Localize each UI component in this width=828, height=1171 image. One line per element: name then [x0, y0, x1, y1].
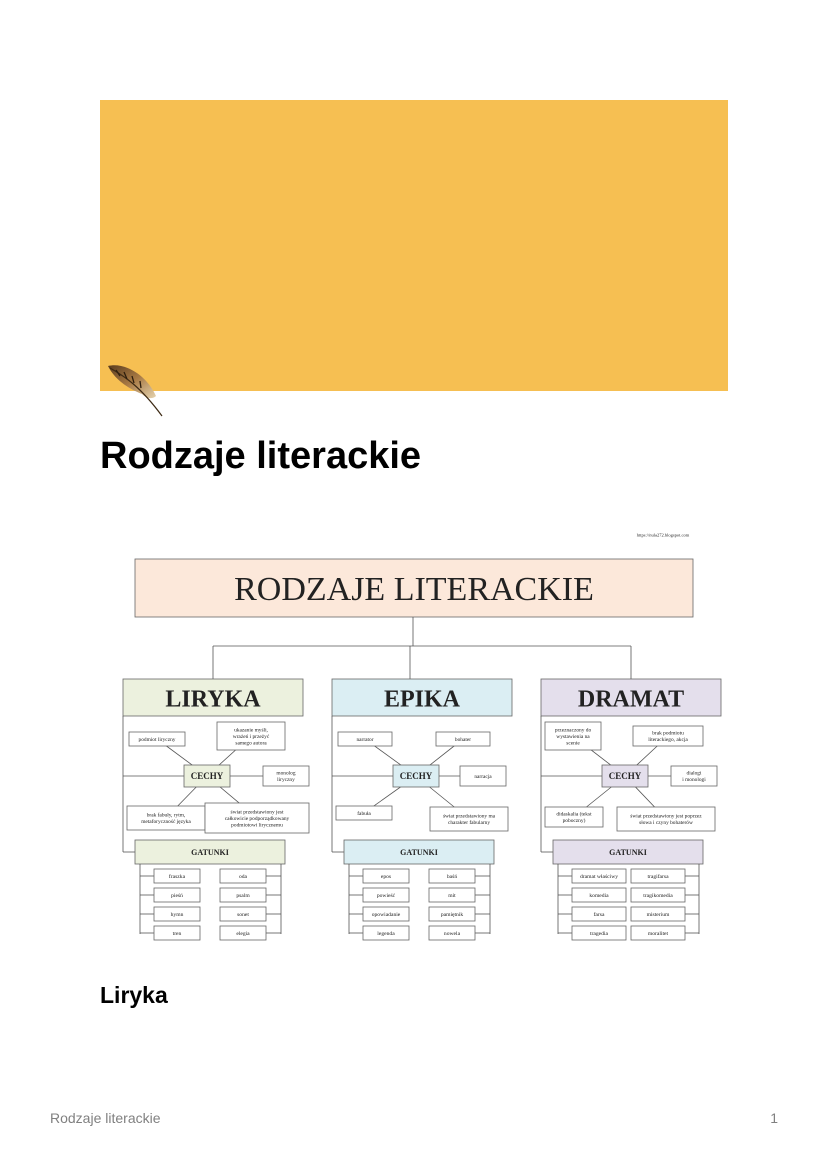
genre-item: mit: [448, 892, 456, 899]
section-heading: Liryka: [100, 982, 168, 1008]
genres-label: GATUNKI: [191, 847, 229, 857]
genre-heading: DRAMAT: [577, 686, 685, 713]
genre-item: legenda: [377, 930, 395, 937]
genre-item: powieść: [376, 892, 396, 899]
genre-item: sonet: [237, 911, 249, 918]
feature-text: brak fabuły, rytm, metaforyczność języka: [141, 812, 191, 826]
feature-text: podmiot liryczny: [138, 736, 176, 743]
feature-text: świat przedstawiony jest całkowicie podporządkowany podmiotowi lirycznemu: [224, 809, 290, 829]
genre-item: baśń: [446, 873, 458, 880]
feature-text: świat przedstawiony ma charakter fabularny: [442, 813, 496, 827]
genre-item: tragedia: [589, 930, 609, 937]
genre-item: nowela: [443, 930, 461, 937]
feather-icon: [102, 360, 170, 422]
genre-item: fraszka: [168, 873, 186, 880]
footer-title: Rodzaje literackie: [50, 1110, 161, 1126]
genre-item: hymn: [170, 911, 184, 918]
page-number: 1: [770, 1110, 778, 1126]
features-label: CECHY: [399, 771, 433, 782]
features-label: CECHY: [190, 771, 224, 782]
feature-text: narracja: [474, 773, 492, 780]
literary-genres-diagram: [110, 526, 730, 946]
genre-item: tragikomedia: [643, 892, 673, 899]
genre-heading: EPIKA: [383, 686, 461, 713]
feature-text: dialogi i monologi: [682, 770, 706, 784]
genres-label: GATUNKI: [400, 847, 438, 857]
genre-item: pamiętnik: [440, 911, 464, 918]
feature-text: monolog liryczny: [276, 770, 296, 784]
source-url: https://nula272.blogspot.com: [636, 532, 690, 538]
diagram-title: RODZAJE LITERACKIE: [234, 570, 594, 608]
genre-item: psalm: [236, 892, 250, 899]
genre-item: tragifarsa: [647, 873, 669, 880]
genre-item: opowiadanie: [371, 911, 401, 918]
page-title: Rodzaje literackie: [100, 435, 422, 477]
genre-item: tren: [172, 930, 182, 937]
genre-item: farsa: [593, 911, 605, 918]
feature-text: przeznaczony do wystawienia na scenie: [554, 727, 592, 747]
feature-text: narrator: [356, 736, 374, 743]
genre-item: epos: [380, 873, 392, 880]
genre-item: misterium: [646, 911, 670, 918]
genre-item: komedia: [589, 892, 609, 899]
features-label: CECHY: [608, 771, 642, 782]
feature-text: ukazanie myśli, wrażeń i przeżyć samego autora: [232, 727, 270, 747]
header-banner: [100, 100, 728, 391]
genre-item: oda: [238, 873, 248, 880]
genre-item: moralitet: [647, 930, 669, 937]
feature-text: didaskalia (tekst poboczny): [556, 811, 592, 825]
genre-heading: LIRYKA: [165, 686, 261, 713]
feature-text: bohater: [454, 736, 472, 743]
genres-label: GATUNKI: [609, 847, 647, 857]
genre-item: dramat właściwy: [579, 873, 619, 880]
feature-text: brak podmiotu literackiego, akcja: [648, 730, 688, 744]
feature-text: świat przedstawiony jest poprzez słowa i czyny bohaterów: [630, 813, 702, 827]
genre-item: elegia: [236, 930, 250, 937]
feature-text: fabuła: [357, 810, 371, 817]
genre-item: pieśń: [171, 892, 183, 899]
